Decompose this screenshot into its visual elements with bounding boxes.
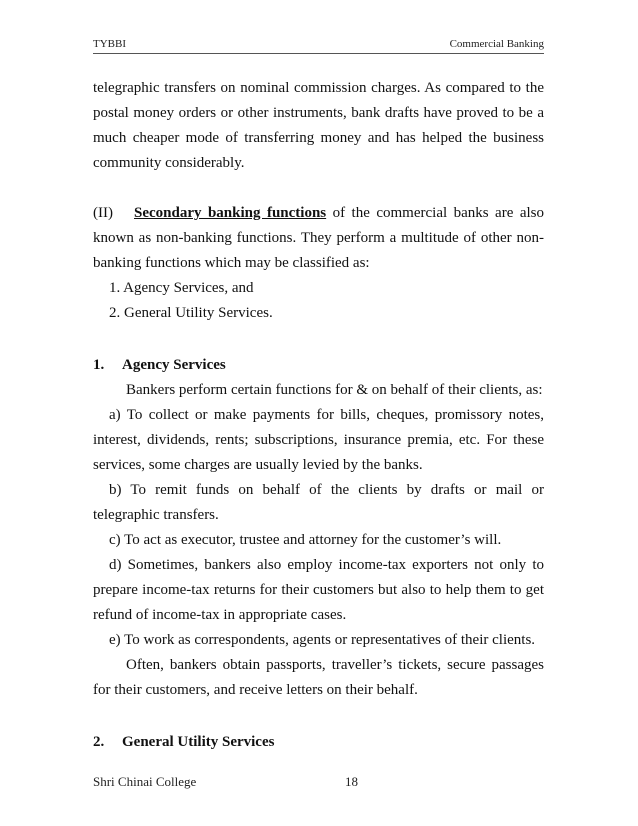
agency-item-c: c) To act as executor, trustee and attorney for the customer’s will. [109,532,502,548]
header-course: TYBBI [93,38,126,50]
agency-item-d: d) Sometimes, bankers also employ income-tax exporters not only to prepare income-tax returns for their customers but also to help them to get refund of income-tax in appropriate cases. [93,557,544,623]
heading-agency-services [93,353,544,378]
footer-college: Shri Chinai College [93,774,197,789]
page-header [93,38,544,54]
heading-number: 1. [93,357,105,373]
agency-item-a: a) To collect or make payments for bills, cheques, promissory notes, interest, dividends, rents; subscriptions, insurance premia, etc. For these services, some charges are usually levied by the banks. [93,407,544,473]
heading-number: 2. [93,734,105,750]
section-numeral: (II) [93,205,113,221]
page-number: 18 [345,774,358,789]
paragraph-intro: telegraphic transfers on nominal commission charges. As compared to the postal money orders or other instruments, bank drafts have proved to be a much cheaper mode of transferring money and has helped the business community considerably. [93,80,544,171]
list-item: 2. General Utility Services. [109,305,273,321]
list-item: 1. Agency Services, and [109,280,254,296]
section-text: of the commercial banks are also known as non-banking functions. They perform a multitude of other non-banking functions which may be classified as: [93,205,544,271]
page-body [93,76,544,755]
heading-title: General Utility Services [122,734,275,750]
section-term: Secondary banking functions [134,205,327,221]
agency-note: Often, bankers obtain passports, traveller’s tickets, secure passages for their customers, and receive letters on their behalf. [93,657,544,698]
header-subject: Commercial Banking [449,38,544,50]
agency-item-b: b) To remit funds on behalf of the clients by drafts or mail or telegraphic transfers. [93,482,544,523]
page-footer [93,774,544,790]
heading-general-utility-services [93,730,544,755]
agency-intro: Bankers perform certain functions for & on behalf of their clients, as: [126,382,543,398]
heading-title: Agency Services [122,357,226,373]
paragraph-secondary-functions [93,201,544,276]
classification-list [93,276,544,326]
agency-item-e: e) To work as correspondents, agents or representatives of their clients. [109,632,536,648]
